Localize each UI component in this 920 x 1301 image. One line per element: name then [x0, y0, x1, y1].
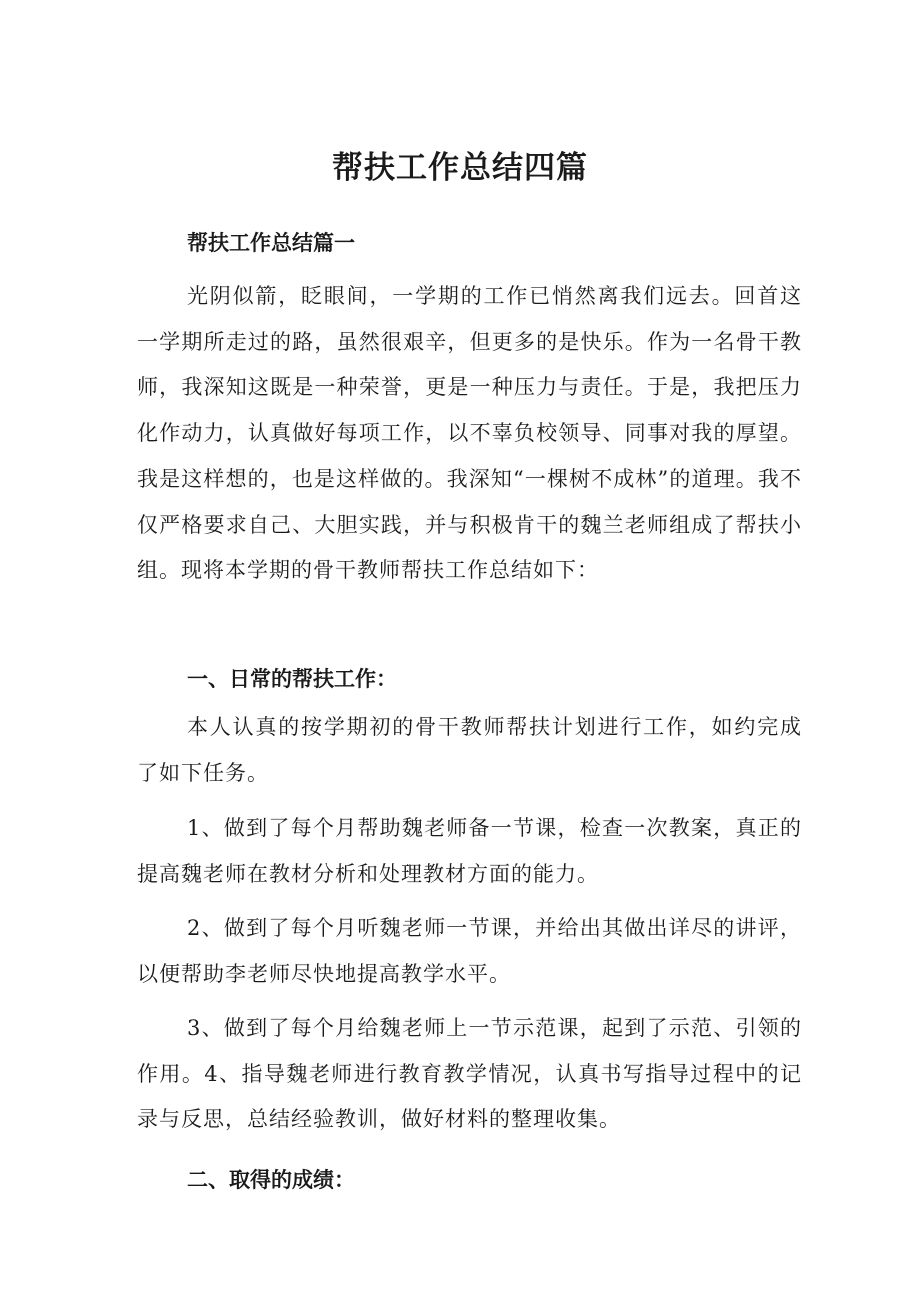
document-title: 帮扶工作总结四篇 [332, 150, 588, 186]
list-item-2: 2、做到了每个月听魏老师一节课，并给出其做出详尽的讲评，以便帮助李老师尽快地提高教学水平。 [137, 916, 802, 986]
heading-achievements: 二、取得的成绩： [187, 1168, 355, 1192]
section-title: 帮扶工作总结篇一 [187, 231, 355, 255]
list-item-3: 3、做到了每个月给魏老师上一节示范课，起到了示范、引领的作用。4、指导魏老师进行教育教学情况，认真书写指导过程中的记录与反思，总结经验教训，做好材料的整理收集。 [137, 1016, 802, 1132]
list-item-1: 1、做到了每个月帮助魏老师备一节课，检查一次教案，真正的提高魏老师在教材分析和处理教材方面的能力。 [137, 816, 802, 886]
paragraph-plan: 本人认真的按学期初的骨干教师帮扶计划进行工作，如约完成了如下任务。 [137, 715, 802, 785]
heading-daily-assistance: 一、日常的帮扶工作： [187, 667, 397, 691]
intro-paragraph: 光阴似箭，眨眼间，一学期的工作已悄然离我们远去。回首这一学期所走过的路，虽然很艰辛，但更多的是快乐。作为一名骨干教师，我深知这既是一种荣誉，更是一种压力与责任。于是，我把压力化作动力，认真做好每项工作，以不辜负校领导、同事对我的厚望。我是这样想的，也是这样做的。我深知“一棵树不成林”的道理。我不仅严格要求自己、大胆实践，并与积极肯干的魏兰老师组成了帮扶小组。现将本学期的骨干教师帮扶工作总结如下： [137, 284, 802, 583]
